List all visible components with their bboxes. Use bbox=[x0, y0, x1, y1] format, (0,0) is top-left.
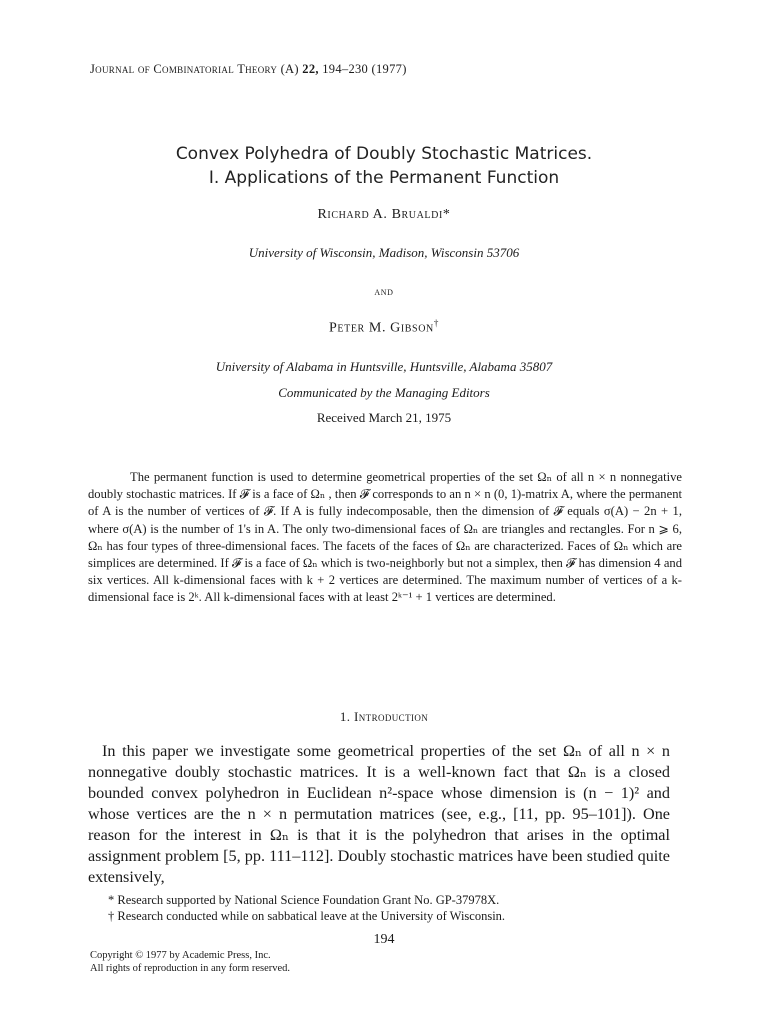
footnote-2-text: Research conducted while on sabbatical leave at the University of Wisconsin. bbox=[117, 909, 506, 923]
and-separator: and bbox=[374, 284, 394, 298]
footnote-1 bbox=[90, 892, 670, 908]
abstract bbox=[88, 469, 682, 607]
author-2-mark: † bbox=[433, 318, 439, 328]
journal-year: (1977) bbox=[371, 62, 407, 76]
copyright-line-1: Copyright © 1977 by Academic Press, Inc. bbox=[90, 950, 271, 961]
section-title: Introduction bbox=[354, 709, 429, 724]
section-number: 1. bbox=[339, 709, 351, 724]
body-text bbox=[88, 741, 670, 888]
section-heading bbox=[0, 709, 768, 725]
author-2-name: Peter M. Gibson bbox=[329, 320, 434, 336]
journal-name: Journal of Combinatorial Theory bbox=[90, 62, 278, 76]
journal-header bbox=[90, 62, 407, 77]
footnote-1-mark: * bbox=[108, 893, 115, 907]
abstract-text: The permanent function is used to determine geometrical properties of the set Ωₙ of all n × n nonnegative doubly stochastic matrices. If 𝓕 is a face of Ωₙ , then 𝓕 corresponds to an n × n (0, 1)-matrix A, where the permanent of A is the number of vertices of 𝓕. If A is fully indecomposable, then the dimension of 𝓕 equals σ(A) − 2n + 1, where σ(A) is the number of 1's in A. The only two-dimensional faces of Ωₙ are triangles and rectangles. For n ⩾ 6, Ωₙ has four types of three-dimensional faces. The facets of the faces of Ωₙ are characterized. Faces of Ωₙ which are simplices are determined. If 𝓕 is a face of Ωₙ which is two-neighborly but not a simplex, then 𝓕 has dimension 4 and six vertices. All k-dimensional faces with k + 2 vertices are determined. The maximum number of vertices of a k-dimensional face is 2ᵏ. All k-dimensional faces with at least 2ᵏ⁻¹ + 1 vertices are determined. bbox=[88, 470, 682, 605]
footnotes bbox=[90, 892, 670, 924]
paper-title-line-1: Convex Polyhedra of Doubly Stochastic Matrices. bbox=[175, 144, 593, 164]
author-2 bbox=[0, 318, 768, 337]
copyright-notice bbox=[90, 949, 290, 975]
footnote-1-text: Research supported by National Science Foundation Grant No. GP-37978X. bbox=[117, 893, 500, 907]
author-1-name: Richard A. Brualdi bbox=[317, 207, 443, 222]
footnote-2-mark: † bbox=[108, 909, 115, 923]
author-2-affiliation: University of Alabama in Huntsville, Huntsville, Alabama 35807 bbox=[215, 359, 553, 374]
journal-series: (A) bbox=[280, 62, 299, 76]
copyright-line-2: All rights of reproduction in any form reserved. bbox=[90, 963, 291, 974]
author-1-affiliation: University of Wisconsin, Madison, Wisconsin 53706 bbox=[248, 245, 520, 260]
communicated-by: Communicated by the Managing Editors bbox=[278, 385, 490, 400]
journal-volume: 22, bbox=[302, 62, 319, 76]
body-paragraph: In this paper we investigate some geometrical properties of the set Ωₙ of all n × n nonnegative doubly stochastic matrices. It is a well-known fact that Ωₙ is a closed bounded convex polyhedron in Euclidean n²-space whose dimension is (n − 1)² and whose vertices are the n × n permutation matrices (see, e.g., [11, pp. 95–101]). One reason for the interest in Ωₙ is that it is the polyhedron that arises in the optimal assignment problem [5, pp. 111–112]. Doubly stochastic matrices have been studied quite extensively, bbox=[88, 742, 670, 886]
page-number: 194 bbox=[373, 932, 395, 947]
author-1-mark: * bbox=[442, 207, 451, 222]
author-1 bbox=[0, 207, 768, 223]
footnote-2 bbox=[90, 908, 670, 924]
received-date: Received March 21, 1975 bbox=[316, 410, 452, 425]
paper-title-line-2: I. Applications of the Permanent Function bbox=[208, 168, 560, 188]
journal-pages: 194–230 bbox=[322, 62, 369, 76]
